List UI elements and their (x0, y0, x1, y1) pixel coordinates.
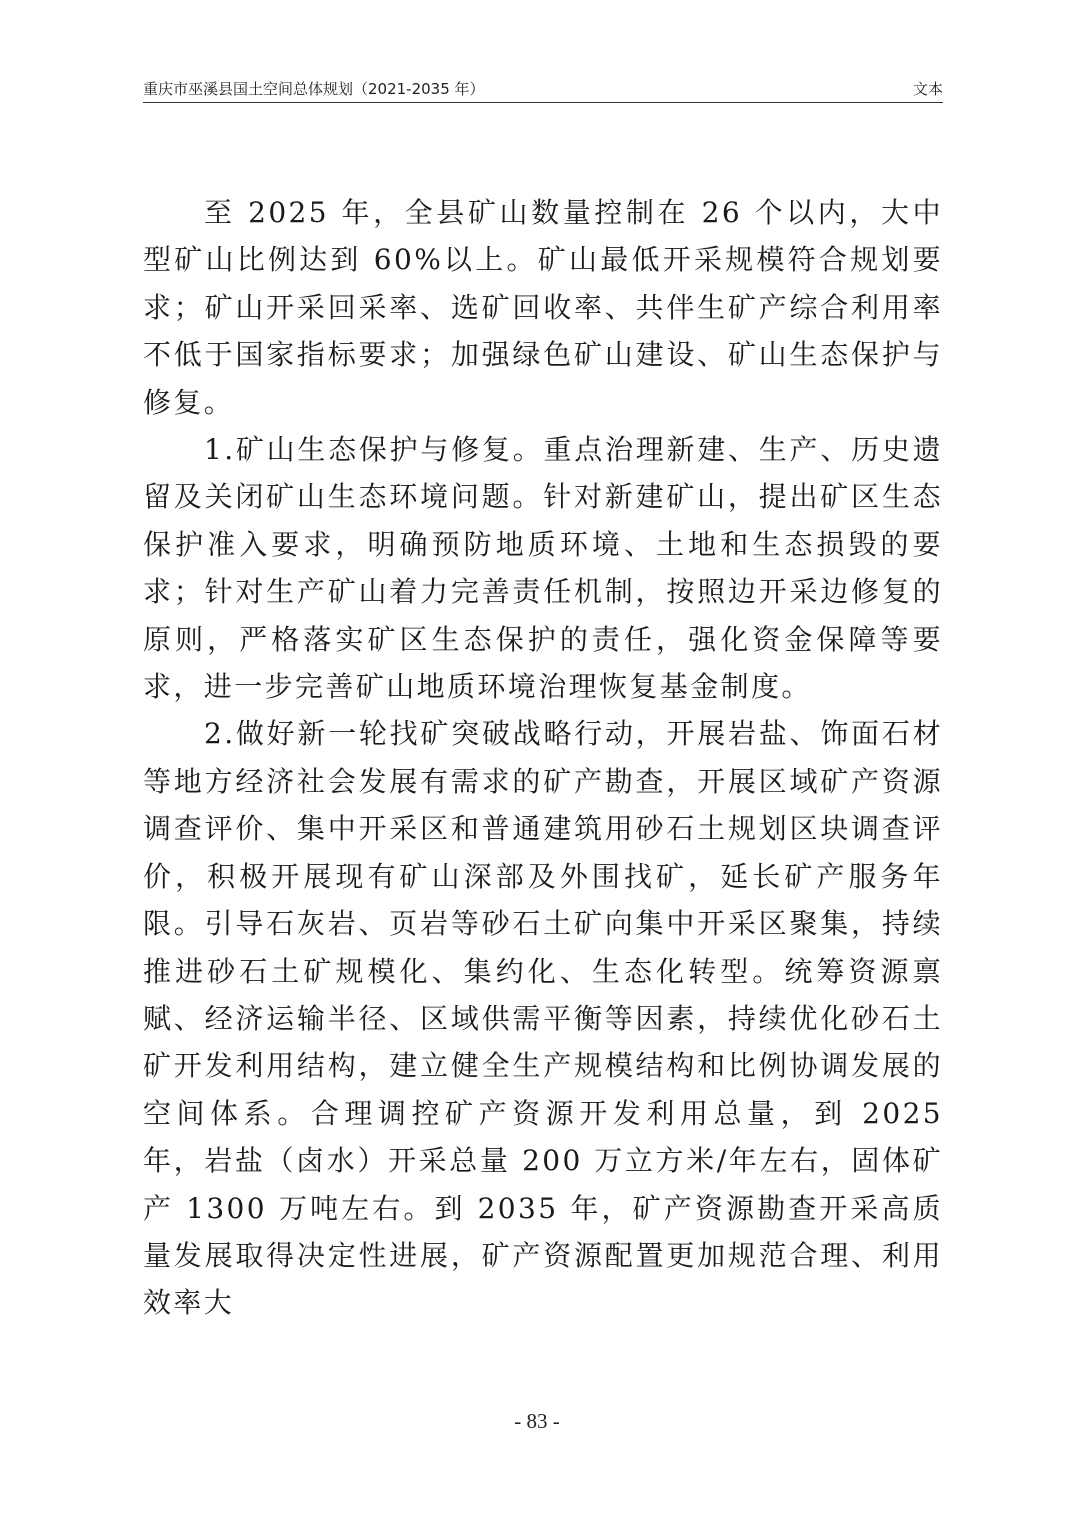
page-number: - 83 - (514, 1409, 560, 1433)
page-header (143, 76, 943, 102)
document-title: 重庆市巫溪县国土空间总体规划（2021-2035 年） (143, 80, 485, 98)
paragraph-prospecting-breakthrough: 2.做好新一轮找矿突破战略行动，开展岩盐、饰面石材等地方经济社会发展有需求的矿产勘查，开展区域矿产资源调查评价、集中开采区和普通建筑用砂石土规划区块调查评价，积极开展现有矿山深部及外围找矿，延长矿产服务年限。引导石灰岩、页岩等砂石土矿向集中开采区聚集，持续推进砂石土矿规模化、集约化、生态化转型。统筹资源禀赋、经济运输半径、区域供需平衡等因素，持续优化砂石土矿开发利用结构，建立健全生产规模结构和比例协调发展的空间体系。合理调控矿产资源开发利用总量，到 2025 年，岩盐（卤水）开采总量 200 万立方米/年左右，固体矿产 1300 万吨左右。到 2035 年，矿产资源勘查开采高质量发展取得决定性进展，矿产资源配置更加规范合理、利用效率大 (143, 717, 943, 1320)
document-type-label: 文本 (912, 80, 943, 98)
body-text (143, 189, 943, 1327)
paragraph-ecological-restoration: 1.矿山生态保护与修复。重点治理新建、生产、历史遗留及关闭矿山生态环境问题。针对新建矿山，提出矿区生态保护准入要求，明确预防地质环境、土地和生态损毁的要求；针对生产矿山着力完善责任机制，按照边开采边修复的原则，严格落实矿区生态保护的责任，强化资金保障等要求，进一步完善矿山地质环境治理恢复基金制度。 (143, 433, 943, 704)
header-divider (143, 102, 943, 103)
paragraph-mining-targets: 至 2025 年，全县矿山数量控制在 26 个以内，大中型矿山比例达到 60%以上。矿山最低开采规模符合规划要求；矿山开采回采率、选矿回收率、共伴生矿产综合利用率不低于国家指标要求；加强绿色矿山建设、矿山生态保护与修复。 (143, 196, 943, 419)
